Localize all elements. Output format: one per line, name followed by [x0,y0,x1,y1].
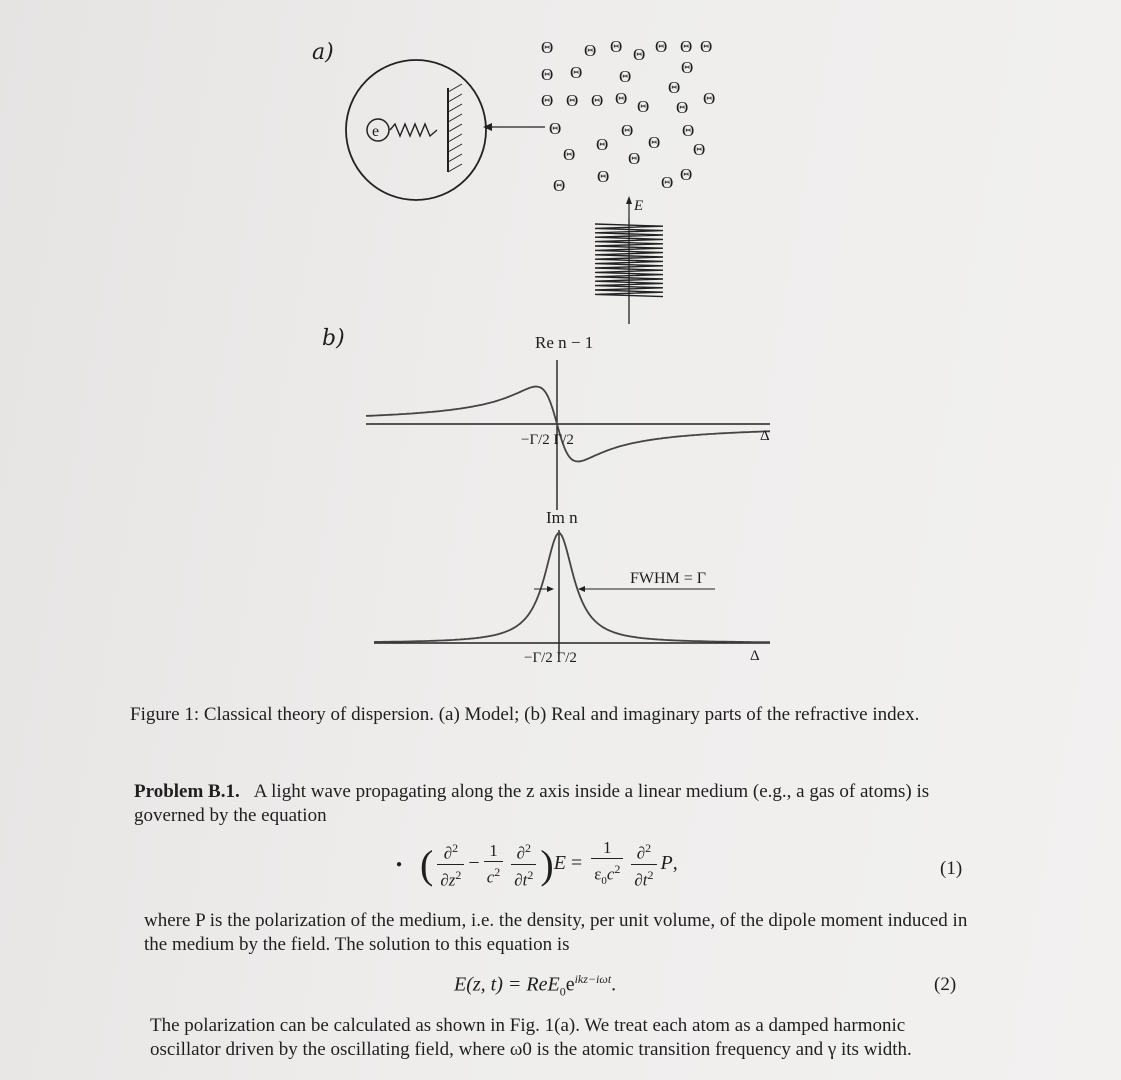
problem-label: Problem B.1. [134,781,240,802]
ion-icon: Θ [584,41,597,60]
equation-1: ● ( $\frac{\partial^2}{\partial z^2}$ − $\frac{1}{c^2}$ $\frac{\partial^2}{\partial t^2}$ )E = $\frac{1}{\varepsilon_0c^2}$ $\frac{\partial^2}{\partial t^2}$ P, [396,838,678,890]
equation-2-exponent: ikz−iωt [574,972,612,986]
plot-real-part [366,333,770,510]
ion-icon: Θ [676,98,689,117]
ion-icon: Θ [680,37,693,56]
ion-icon: Θ [619,67,632,86]
ion-icon: Θ [570,63,583,82]
im-tick-labels: −Γ/2 Γ/2 [524,650,577,666]
figure-label-a: a) [312,40,334,65]
ion-icon: Θ [610,37,623,56]
ion-icon: Θ [596,135,609,154]
spring [390,124,437,136]
plot-imag-part [374,508,770,666]
ion-icon: Θ [700,37,713,56]
im-curve [374,533,770,642]
pointer-arrow-icon [483,123,492,131]
ion-icon: Θ [655,37,668,56]
fwhm-left-arrow-icon [547,586,554,592]
ion-icon: Θ [693,140,706,159]
figure-caption: Figure 1: Classical theory of dispersion. (a) Model; (b) Real and imaginary parts of the refractive index. [130,704,920,725]
field-arrow-icon [626,196,632,204]
paragraph-oscillator: The polarization can be calculated as shown in Fig. 1(a). We treat each atom as a damped harmonic oscillator driven by the oscillating field, where ω0 is the atomic transition frequency and γ its width. [150,1015,912,1060]
equation-2: E(z, $t) = ReE_0e^{ikz-i\omega t}$. [454,972,617,999]
ion-cloud [541,37,715,195]
ion-icon: Θ [682,121,695,140]
electron-symbol: e [372,123,380,140]
ion-icon: Θ [661,173,674,192]
ion-icon: Θ [633,45,646,64]
fwhm-label: FWHM = Γ [630,570,707,587]
ion-icon: Θ [628,149,641,168]
ion-icon: Θ [637,97,650,116]
field-wave [595,196,663,324]
ion-icon: Θ [648,133,661,152]
ion-icon: Θ [541,38,554,57]
ion-icon: Θ [680,165,693,184]
ion-icon: Θ [566,91,579,110]
ion-icon: Θ [549,119,562,138]
paragraph-polarization: where P is the polarization of the medium, i.e. the density, per unit volume, of the dipole moment induced in the medium by the field. The solution to this equation is [144,910,968,955]
ion-icon: Θ [563,145,576,164]
ion-icon: Θ [615,89,628,108]
ion-icon: Θ [597,167,610,186]
ion-icon: Θ [553,176,566,195]
im-ylabel: Im n [546,508,578,527]
re-tick-labels: −Γ/2 Γ/2 [521,432,574,448]
ion-icon: Θ [668,78,681,97]
ion-icon: Θ [703,89,716,108]
re-ylabel: Re n − 1 [535,333,594,352]
re-xlabel: Δ [760,428,770,444]
ion-icon: Θ [591,91,604,110]
field-label: E [634,198,644,214]
equation-1-number: (1) [940,858,963,879]
equation-2-lhs: E(z, t) = ReE [454,973,560,996]
im-xlabel: Δ [750,648,760,664]
figure-label-b: b) [322,326,345,351]
problem-intro-text: A light wave propagating along the z axis inside a linear medium (e.g., a gas of atoms) is governed by the equation [134,781,930,826]
ion-icon: Θ [681,58,694,77]
problem-intro [134,780,974,828]
equation-2-number: (2) [934,974,957,995]
atom-model [346,60,545,200]
ion-icon: Θ [621,121,634,140]
ion-icon: Θ [541,65,554,84]
fwhm-right-arrow-icon [578,586,585,592]
ion-icon: Θ [541,91,554,110]
